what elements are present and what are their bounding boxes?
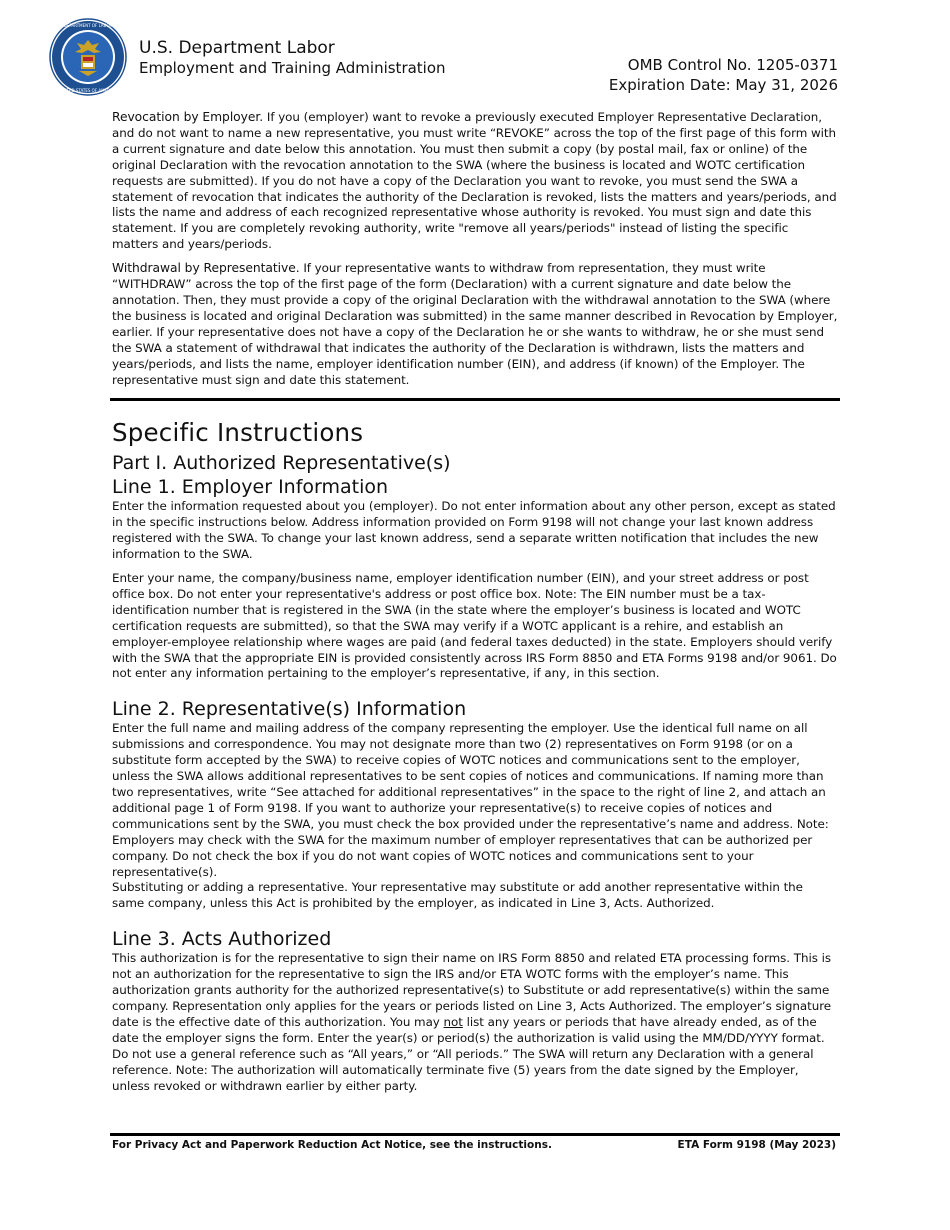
agency-name: Employment and Training Administration <box>139 59 446 78</box>
revocation-paragraph <box>112 110 838 253</box>
line1-paragraph-2: Enter your name, the company/business name, employer identification number (EIN), and your street address or post office box. Do not enter your representative's address or post office box. Note: The EIN number must be a tax-identification number that is registered in the SWA (in the state where the employer’s business is located and WOTC certification requests are submitted), so that the SWA may verify if a WOTC applicant is a rehire, and establish an employer-employee relationship where wages are paid (and federal taxes deducted) in the state. Employers should verify with the SWA that the appropriate EIN is provided consistently across IRS Form 8850 and ETA Forms 9198 and/or 9061. Do not enter any information pertaining to the employer’s representative, if any, in this section. <box>112 571 837 681</box>
line3-text-before: This authorization is for the representative to sign their name on IRS Form 8850 and related ETA processing forms. This is not an authorization for the representative to sign the IRS and/or ETA WOTC forms with the employer’s name. This authorization grants authority for the authorized representative(s) to Substitute or add representative(s) within the same company. Representation only applies for the years or periods listed on Line 3, Acts Authorized. The employer’s signature date is the effective date of this authorization. You may <box>112 951 832 1029</box>
withdrawal-body: If your representative wants to withdraw from representation, they must write “WITHDRAW” across the top of the first page of the form (Declaration) with a current signature and date below the annotation. Then, they must provide a copy of the original Declaration with the withdrawal annotation to the SWA (where the business is located and original Declaration was submitted) in the same manner described in Revocation by Employer, earlier. If your representative does not have a copy of the Declaration he or she wants to withdraw, he or she must send the SWA a statement of withdrawal that indicates the authority of the Declaration is withdrawn, lists the matters and years/periods, and lists the name, employer identification number (EIN), and address (if known) of the Employer. The representative must sign and date this statement. <box>112 261 838 387</box>
line2-title: Line 2. Representative(s) Information <box>112 698 467 721</box>
privacy-notice: For Privacy Act and Paperwork Reduction Act Notice, see the instructions. <box>112 1139 552 1151</box>
line2-paragraph-2: Substituting or adding a representative. Your representative may substitute or add another representative within the same company, unless this Act is prohibited by the employer, as indicated in Line 3, Acts. Authorized. <box>112 880 803 911</box>
svg-text:UNITED STATES OF AMERICA: UNITED STATES OF AMERICA <box>59 88 117 93</box>
line3-title: Line 3. Acts Authorized <box>112 928 332 951</box>
line3-underlined-not: not <box>443 1014 463 1029</box>
line2-paragraph-1: Enter the full name and mailing address of the company representing the employer. Use the identical full name on all submissions and correspondence. You may not designate more than two (2) representatives on Form 9198 (or on a substitute form accepted by the SWA) to receive copies of WOTC notices and communications sent to the employer, unless the SWA allows additional representatives to be sent copies of notices and communications. If naming more than two representatives, write “See attached for additional representatives” in the space to the right of line 2, and attach an additional page 1 of Form 9198. If you want to authorize your representative(s) to receive copies of notices and communications sent by the SWA, you must check the box provided under the representative’s name and address. Note: Employers may check with the SWA for the maximum number of employer representatives that can be authorized per company. Do not check the box if you do not want copies of WOTC notices and communications sent to your representative(s). <box>112 721 829 879</box>
line1-paragraph-1: Enter the information requested about you (employer). Do not enter information about any other person, except as stated in the specific instructions below. Address information provided on Form 9198 will not change your last known address registered with the SWA. To change your last known address, send a separate written notification that includes the new information to the SWA. <box>112 499 836 562</box>
withdrawal-lead: Withdrawal by Representative. <box>112 261 300 276</box>
omb-block <box>609 56 838 95</box>
section-divider <box>110 398 840 401</box>
revocation-body: If you (employer) want to revoke a previously executed Employer Representative Declaration, and do not want to name a new representative, you must write “REVOKE” across the top of the first page of this form with a current signature and date below this annotation. You must then submit a copy (by postal mail, fax or online) of the original Declaration with the revocation annotation to the SWA (where the business is located and WOTC certification requests are submitted). If you do not have a copy of the Declaration you want to revoke, you must send the SWA a statement of revocation that indicates the authority of the Declaration is revoked, lists the matters and years/periods, and lists the name and address of each recognized representative whose authority is revoked. You must sign and date this statement. If you are completely revoking authority, write "remove all years/periods" instead of listing the specific matters and years/periods. <box>112 110 837 252</box>
revocation-lead: Revocation by Employer. <box>112 110 264 124</box>
withdrawal-paragraph <box>112 261 838 388</box>
line1-title: Line 1. Employer Information <box>112 476 389 499</box>
line3-text-after: list any years or periods that have already ended, as of the date the employer signs the form. Enter the year(s) or period(s) the authorization is valid using the MM/DD/YYYY format. Do not use a general reference such as “All years,” or “All periods.” The SWA will return any Declaration with a general reference. Note: The authorization will automatically terminate five (5) years from the date signed by the Employer, unless revoked or withdrawn earlier by either party. <box>112 1014 825 1093</box>
part1-title: Part I. Authorized Representative(s) <box>112 452 451 475</box>
department-name: U.S. Department Labor <box>139 38 335 58</box>
footer-divider <box>110 1133 840 1136</box>
line3-paragraph <box>112 951 838 1094</box>
instructions-content <box>112 110 838 1102</box>
omb-control-number: OMB Control No. 1205-0371 <box>627 56 838 74</box>
agency-block <box>139 38 446 78</box>
specific-instructions-title: Specific Instructions <box>112 418 364 448</box>
svg-text:DEPARTMENT OF LABOR: DEPARTMENT OF LABOR <box>63 23 113 28</box>
department-of-labor-seal <box>49 18 127 96</box>
form-number: ETA Form 9198 (May 2023) <box>677 1139 836 1151</box>
expiration-date: Expiration Date: May 31, 2026 <box>608 75 838 94</box>
